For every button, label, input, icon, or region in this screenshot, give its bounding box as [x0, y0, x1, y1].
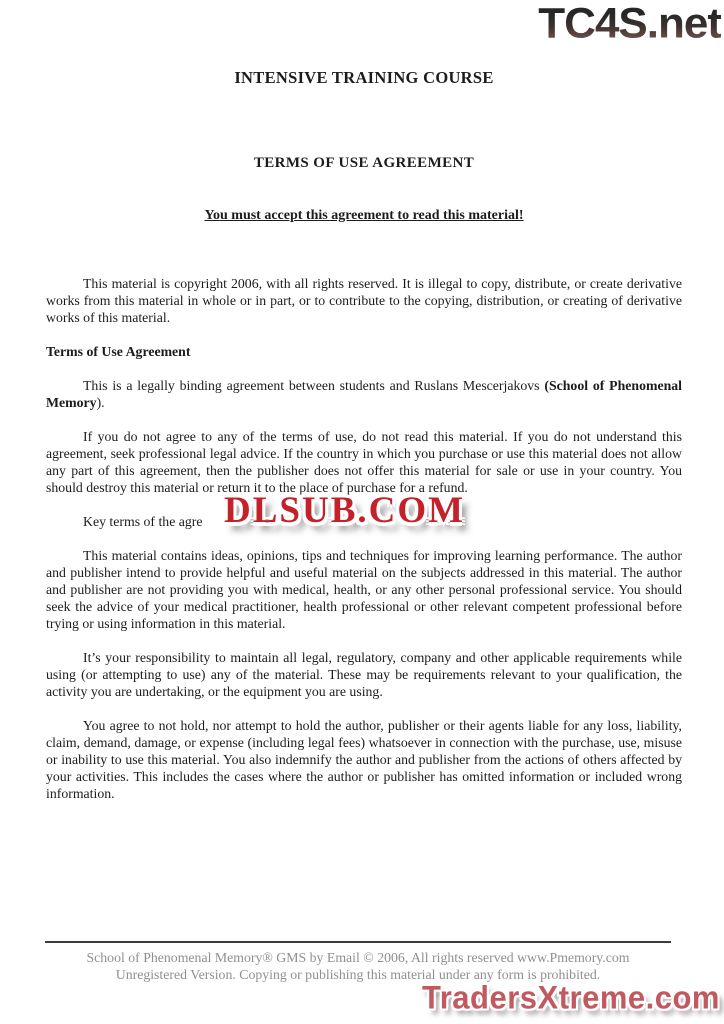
paragraph-disagree: If you do not agree to any of the terms of use, do not read this material. If you do not understand this agreement, seek professional legal advice. If the country in which you purchase or use this material does not allow any part of this agreement, then the publisher does not offer this material for sale or use in your country. You should destroy this material or return it to the place of purchase for a refund.: [46, 429, 682, 495]
paragraph-material-contents: This material contains ideas, opinions, tips and techniques for improving learning performance. The author and publisher intend to provide helpful and useful material on the subjects addressed in this material. The author and publisher are not providing you with medical, health, or any other personal professional service. You should seek the advice of your medical practitioner, health professional or other relevant competent professional before trying or using information in this material.: [46, 548, 682, 631]
footer-divider: [45, 941, 671, 943]
paragraph-liability: You agree to not hold, nor attempt to hold the author, publisher or their agents liable for any loss, liability, claim, demand, damage, or expense (including legal fees) whatsoever in connection with the purchase, use, misuse or inability to use this material. You also indemnify the author and publisher from the actions of others affected by your activities. This includes the cases where the author or publisher has omitted information or included wrong information.: [46, 718, 682, 801]
page-footer: [45, 941, 671, 983]
paragraph-binding-agreement: [46, 377, 682, 411]
document-title: INTENSIVE TRAINING COURSE: [234, 68, 494, 87]
paragraph-responsibility: It’s your responsibility to maintain all legal, regulatory, company and other applicable requirements while using (or attempting to use) any of the material. These may be requirements relevant to your qualification, the activity you are undertaking, or the equipment you are using.: [46, 650, 682, 699]
agreement-heading: TERMS OF USE AGREEMENT: [253, 155, 475, 171]
document-body: [46, 0, 682, 802]
footer-copyright-line: School of Phenomenal Memory® GMS by Email © 2006, All rights reserved www.Pmemory.com: [86, 950, 630, 965]
binding-agreement-text: This is a legally binding agreement between students and Ruslans Mescerjakovs: [83, 378, 545, 393]
tradersxtreme-watermark: TradersXtreme.com: [422, 979, 720, 1016]
dlsub-watermark: DLSUB.COM: [224, 490, 466, 531]
paragraph-key-terms: Key terms of the agre: [83, 514, 203, 529]
school-name-bold: (School of Phenomenal Memory: [46, 378, 682, 410]
section-heading-terms: Terms of Use Agreement: [46, 344, 191, 359]
footer-unregistered-line: Unregistered Version. Copying or publishing this material under any form is prohibited.: [115, 967, 601, 982]
binding-agreement-end: ).: [96, 395, 105, 410]
paragraph-copyright: This material is copyright 2006, with all rights reserved. It is illegal to copy, distribute, or create derivative works from this material in whole or in part, or to contribute to the copying, distribution, or creating of derivative works of this material.: [46, 276, 682, 325]
accept-notice: You must accept this agreement to read this material!: [204, 208, 524, 223]
tc4s-logo: TC4S.net: [538, 0, 721, 48]
